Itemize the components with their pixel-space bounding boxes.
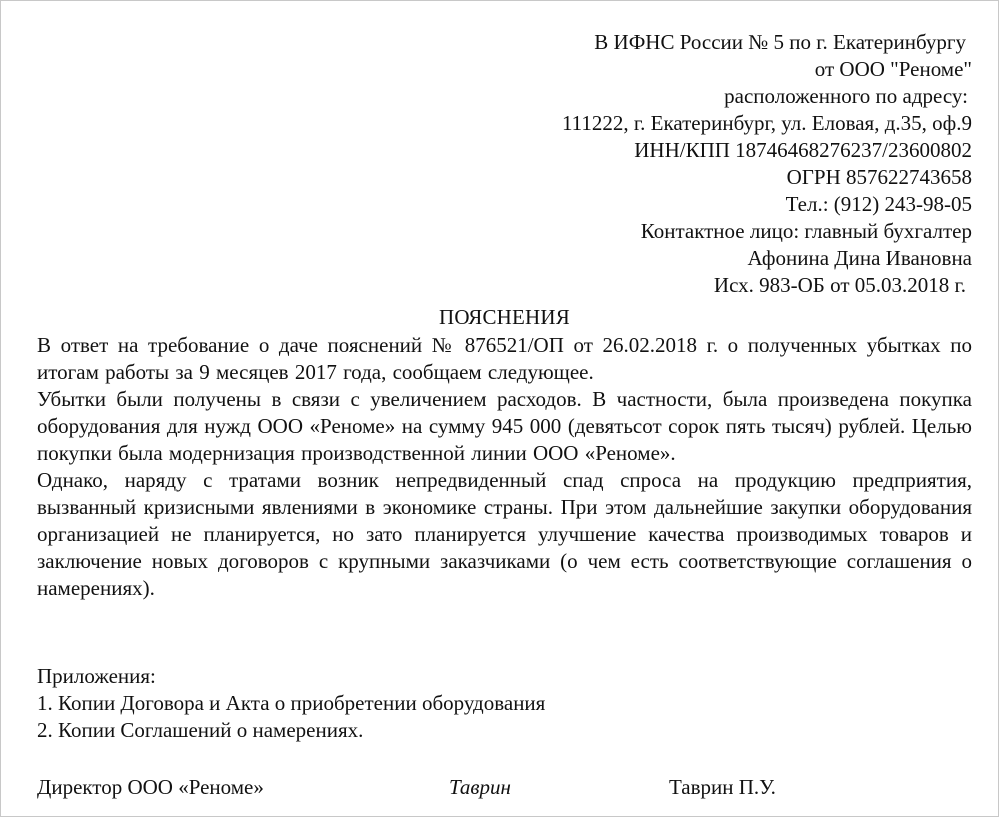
header-ogrn: ОГРН 857622743658 xyxy=(786,165,972,189)
header-from: от ООО "Реноме" xyxy=(814,57,972,81)
header-contact-name: Афонина Дина Ивановна xyxy=(747,246,972,270)
document-title: ПОЯСНЕНИЯ xyxy=(439,305,570,329)
header-inn-kpp: ИНН/КПП 18746468276237/23600802 xyxy=(634,138,972,162)
header-address: 111222, г. Екатеринбург, ул. Еловая, д.35, оф.9 xyxy=(561,111,972,135)
signature-handwritten: Таврин xyxy=(449,775,511,799)
body-paragraph: Убытки были получены в связи с увеличением расходов. В частности, была произведена покупка оборудования для нужд ООО «Реноме» на сумму 945 000 (девятьсот сорок пять тысяч) рублей. Целью покупки была модернизация производственной линии ООО «Реноме». xyxy=(37,387,972,465)
header-recipient: В ИФНС России № 5 по г. Екатеринбургу xyxy=(594,30,966,54)
appendix-item: 2. Копии Соглашений о намерениях. xyxy=(37,718,364,742)
header-outgoing-ref: Исх. 983-ОБ от 05.03.2018 г. xyxy=(713,273,966,297)
body-paragraph: Однако, наряду с тратами возник непредвиденный спад спроса на продукцию предприятия, вызванный кризисными явлениями в экономике страны. При этом дальнейшие закупки оборудования организацией не планируется, но зато планируется улучшение качества производимых товаров и заключение новых договоров с крупными заказчиками (о чем есть соответствующие соглашения о намерениях). xyxy=(37,468,972,600)
document-body xyxy=(37,332,972,602)
document-header xyxy=(431,29,972,299)
header-contact-label: Контактное лицо: главный бухгалтер xyxy=(640,219,972,243)
signature-block xyxy=(1,774,999,804)
body-paragraph: В ответ на требование о даче пояснений № 876521/ОП от 26.02.2018 г. о полученных убытках по итогам работы за 9 месяцев 2017 года, сообщаем следующее. xyxy=(37,333,972,384)
appendix xyxy=(37,663,972,744)
header-address-label: расположенного по адресу: xyxy=(724,84,968,108)
header-phone: Тел.: (912) 243-98-05 xyxy=(785,192,972,216)
signature-name: Таврин П.У. xyxy=(669,775,776,799)
signature-role: Директор ООО «Реноме» xyxy=(37,775,264,799)
appendix-item: 1. Копии Договора и Акта о приобретении оборудования xyxy=(37,691,546,715)
appendix-label: Приложения: xyxy=(37,664,156,688)
